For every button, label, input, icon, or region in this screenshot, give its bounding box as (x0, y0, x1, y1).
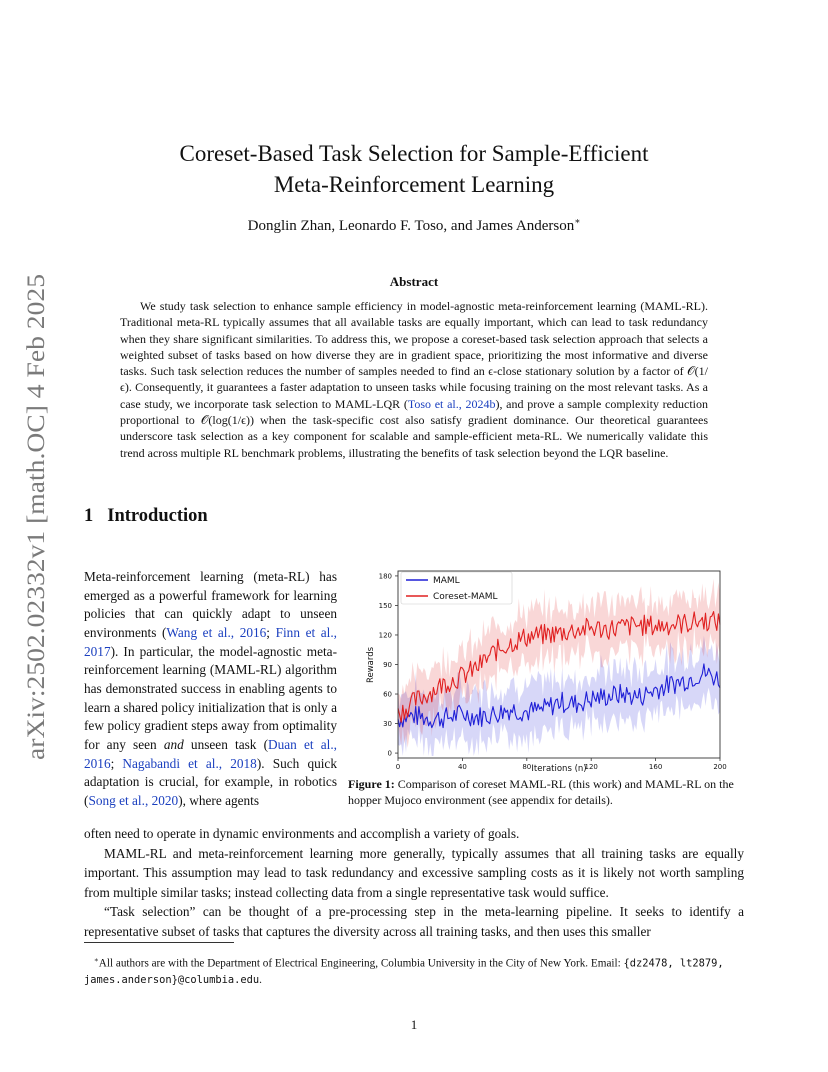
section-title: Introduction (107, 506, 208, 526)
authors: Donglin Zhan, Leonardo F. Toso, and James Anderson (247, 218, 575, 234)
x-tick-label: 200 (713, 763, 727, 771)
intro-paragraph-2: MAML-RL and meta-reinforcement learning more generally, typically assumes that all training tasks are equally important. This assumption may lead to task redundancy and excessive sampling costs as it is likely not worth sampling from multiple similar tasks; instead collecting data from a single representative task would suffice. (84, 845, 744, 900)
intro-text: ). Such quick adaptation is crucial, for example, in robotics ( (84, 755, 337, 808)
y-tick-label: 180 (378, 572, 392, 581)
citation-link[interactable]: Nagabandi et al., 2018 (122, 755, 257, 771)
author-footnote-mark[interactable]: ∗ (574, 216, 581, 226)
figure-caption (348, 776, 746, 808)
figure-1 (346, 562, 746, 812)
x-axis-label: Iterations (n) (531, 764, 587, 774)
citation-link[interactable]: Wang et al., 2016 (166, 624, 267, 640)
figure-label: Figure 1: (348, 777, 395, 791)
legend-label-maml: MAML (433, 576, 460, 586)
citation-link[interactable]: Finn et al., 2017 (84, 624, 337, 659)
x-tick-label: 80 (522, 763, 532, 771)
intro-text: ; (266, 624, 276, 640)
citation-link[interactable]: Toso et al., 2024b (407, 396, 496, 411)
footnote (84, 952, 748, 988)
figure-caption-text: Comparison of coreset MAML-RL (this work) and MAML-RL on the hopper Mujoco environment (see appendix for details). (348, 777, 734, 807)
y-tick-label: 150 (378, 601, 392, 610)
intro-text: ; (110, 755, 123, 771)
y-tick-label: 30 (383, 720, 392, 729)
abstract-text-2: ), and prove a sample complexity reduction proportional to 𝒪(log(1/ϵ)) when the task-specific cost also satisfy gradient dominance. Our theoretical guarantees underscore task selection as a key component for scalable and sample-efficient meta-RL. We numerically validate this trend across multiple RL benchmark problems, illustrating the benefits of task selection beyond the LQR baseline. (120, 396, 709, 460)
intro-text: ). In particular, the model-agnostic meta-reinforcement learning (MAML-RL) algorithm has demonstrated success in enabling agents to learn a shared policy initialization that is only a few policy gradient steps away from optimality for any seen (84, 643, 337, 752)
y-tick-label: 120 (378, 631, 392, 640)
x-tick-label: 0 (395, 763, 401, 771)
section-heading (84, 506, 208, 527)
abstract-body (120, 298, 708, 461)
intro-continued (84, 824, 744, 941)
abstract-heading: Abstract (389, 274, 439, 289)
paper-title (100, 138, 728, 200)
footnote-divider (84, 942, 234, 943)
x-tick-label: 160 (648, 763, 663, 771)
footnote-mark: ∗ (94, 956, 99, 964)
arxiv-stamp (21, 272, 51, 762)
footnote-text: All authors are with the Department of Electrical Engineering, Columbia University in the City of New York. Email: (98, 957, 624, 970)
intro-emphasis: and (163, 736, 184, 752)
intro-text: Meta-reinforcement learning (meta-RL) has emerged as a powerful framework for learning policies that can quickly adapt to unseen environments ( (84, 569, 337, 640)
section-number: 1 (84, 506, 94, 526)
footnote-end: . (259, 973, 262, 986)
y-tick-label: 90 (383, 661, 392, 669)
email-addresses[interactable]: {dz2478, lt2879, james.anderson}@columbia.edu (84, 957, 724, 986)
intro-text: unseen task ( (183, 736, 269, 752)
intro-text: ), where agents (178, 792, 260, 808)
intro-paragraph-1 (84, 568, 337, 811)
legend-label-coreset-maml: Coreset-MAML (433, 592, 498, 602)
x-tick-label: 120 (584, 763, 598, 771)
page-number: 1 (410, 1017, 418, 1032)
chart-legend (401, 572, 512, 604)
arxiv-stamp-text: arXiv:2502.02332v1 [math.OC] 4 Feb 2025 (23, 319, 50, 760)
author-list (100, 216, 728, 235)
intro-paragraph-1-end: often need to operate in dynamic environments and accomplish a variety of goals. (84, 826, 520, 841)
y-tick-label: 60 (383, 690, 392, 699)
y-axis-label: Rewards (366, 646, 376, 684)
x-tick-label: 40 (457, 763, 467, 771)
title-line-2: Meta-Reinforcement Learning (273, 172, 555, 197)
title-line-1: Coreset-Based Task Selection for Sample-Efficient (179, 141, 649, 166)
rewards-chart (346, 562, 746, 776)
intro-paragraph-3: “Task selection” can be thought of a pre-processing step in the meta-learning pipeline. It seeks to identify a representative subset of tasks that captures the diversity across all training tasks, and then uses this smaller (84, 904, 744, 939)
y-tick-label: 0 (387, 749, 392, 758)
citation-link[interactable]: Duan et al., 2016 (84, 736, 337, 771)
abstract-text-1: We study task selection to enhance sample efficiency in model-agnostic meta-reinforcement learning (MAML-RL). Traditional meta-RL typically assumes that all available tasks are equally important, which can lead to task redundancy when they share significant similarities. To address this, we propose a coreset-based task selection approach that selects a weighted subset of tasks based on how diverse they are in gradient space, prioritizing the most informative and diverse tasks. Such task selection reduces the number of samples needed to find an ϵ-close stationary solution by a factor of 𝒪(1/ϵ). Consequently, it guarantees a faster adaptation to unseen tasks while focusing training on the most relevant tasks. As a case study, we incorporate task selection to MAML-LQR ( (120, 299, 708, 411)
citation-link[interactable]: Song et al., 2020 (88, 792, 179, 808)
